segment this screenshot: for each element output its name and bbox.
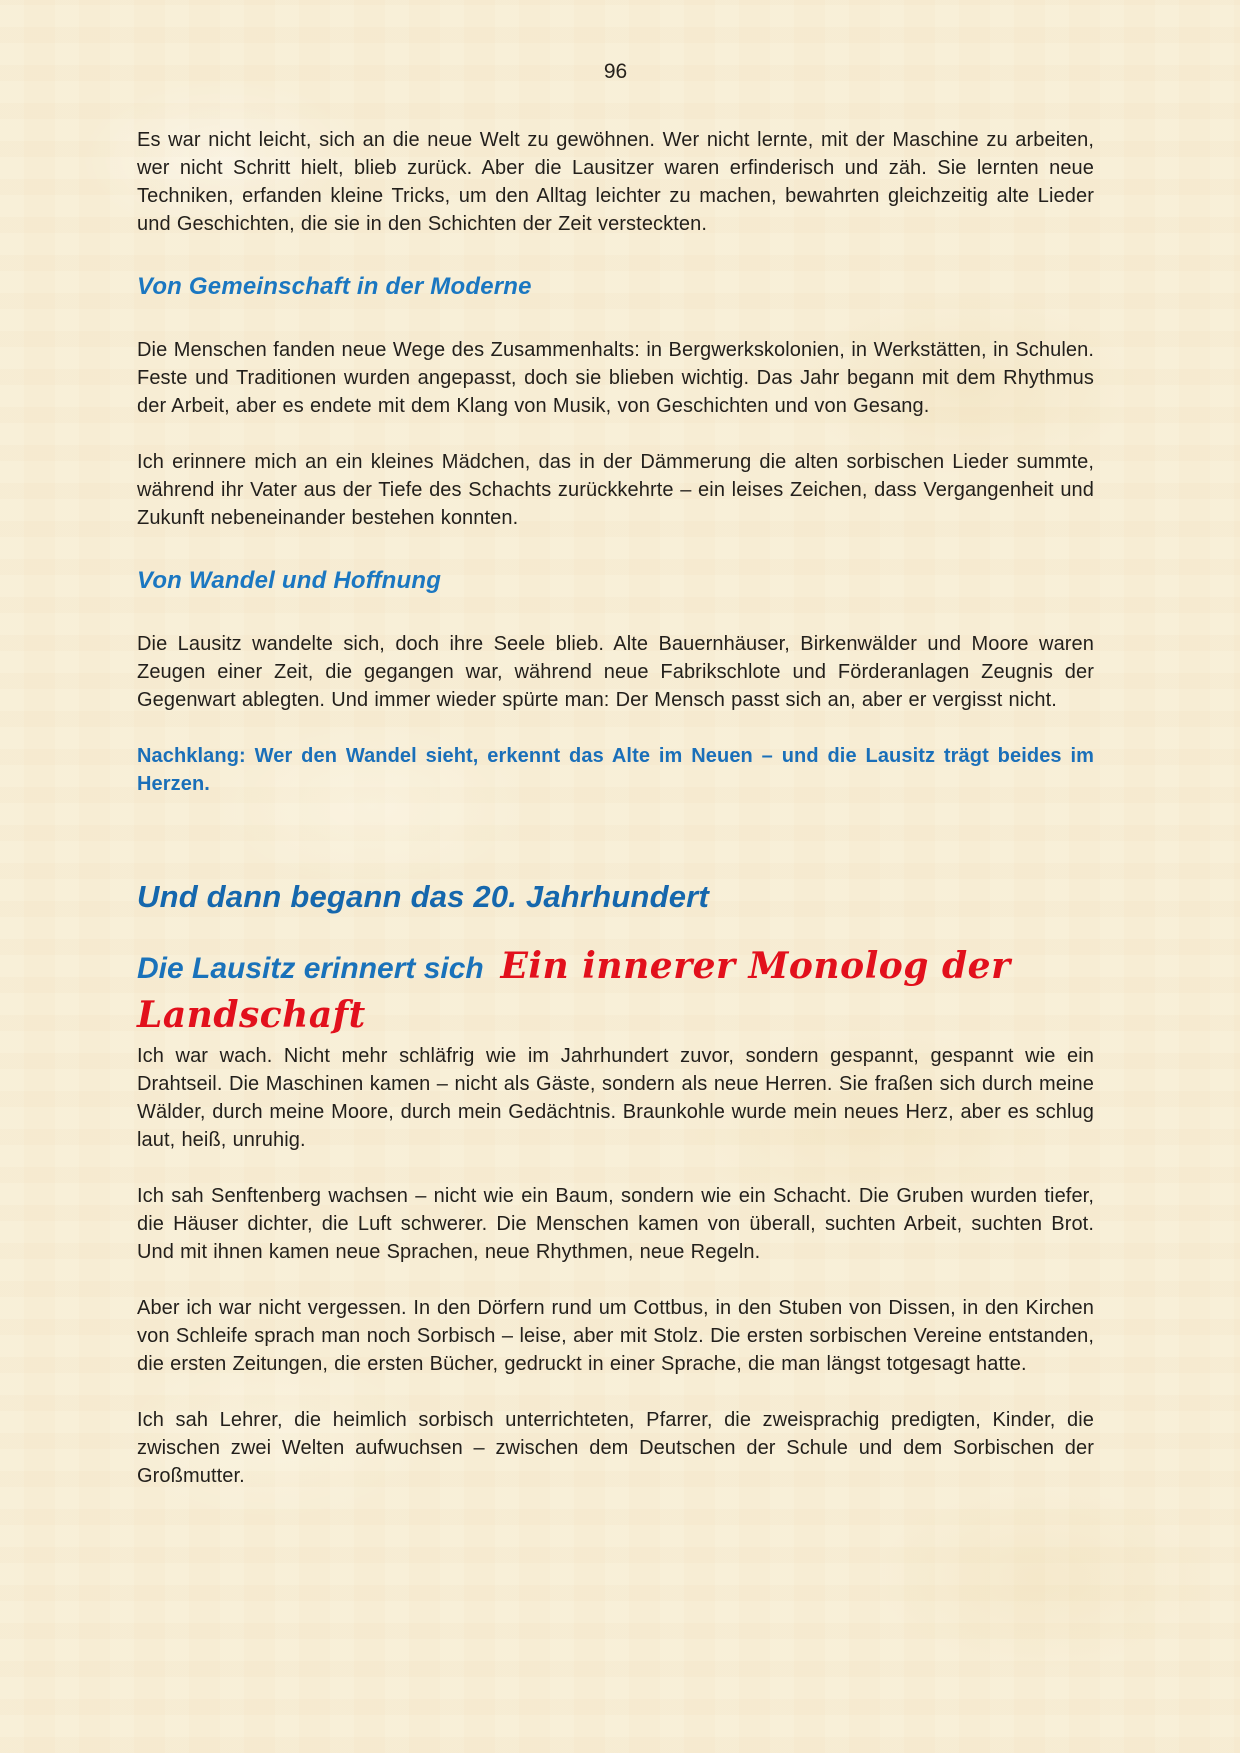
paragraph-senftenberg: Ich sah Senftenberg wachsen – nicht wie ein Baum, sondern wie ein Schacht. Die Gruben wurden tiefer, die Häuser dichter, die Luft schwerer. Die Menschen kamen von überall, suchten Arbeit, suchten Brot. Und mit ihnen kamen neue Sprachen, neue Rhythmen, neue Regeln.	[137, 1185, 1094, 1263]
paragraph-lausitz-wandelte: Die Lausitz wandelte sich, doch ihre Seele blieb. Alte Bauernhäuser, Birkenwälder und Moore waren Zeugen einer Zeit, die gegangen war, während neue Fabrikschlote und Förderanlagen Zeugnis der Gegenwart ablegten. Und immer wieder spürte man: Der Mensch passt sich an, aber er vergisst nicht.	[137, 633, 1094, 711]
section-heading-wandel-hoffnung: Von Wandel und Hoffnung	[137, 567, 442, 594]
paragraph-lehrer-pfarrer: Ich sah Lehrer, die heimlich sorbisch unterrichteten, Pfarrer, die zweisprachig predigten, Kinder, die zwischen zwei Welten aufwuchsen – zwischen dem Deutschen der Schule und dem Sorbischen der Großmutter.	[137, 1409, 1094, 1487]
paragraph-ich-war-wach: Ich war wach. Nicht mehr schläfrig wie im Jahrhundert zuvor, sondern gespannt, gespannt wie ein Drahtseil. Die Maschinen kamen – nicht als Gäste, sondern als neue Herren. Sie fraßen sich durch meine Wälder, durch meine Moore, durch mein Gedächtnis. Braunkohle wurde mein neues Herz, aber es schlug laut, heiß, unruhig.	[137, 1045, 1094, 1151]
paragraph-adapting-to-new-world: Es war nicht leicht, sich an die neue Welt zu gewöhnen. Wer nicht lernte, mit der Maschine zu arbeiten, wer nicht Schritt hielt, blieb zurück. Aber die Lausitzer waren erfinderisch und zäh. Sie lernten neue Techniken, erfanden kleine Tricks, um den Alltag leichter zu machen, bewahrten gleichzeitig alte Lieder und Geschichten, die sie in den Schichten der Zeit versteckten.	[137, 129, 1094, 235]
subheading-monolog	[137, 944, 1094, 1042]
nachklang-note: Nachklang: Wer den Wandel sieht, erkennt das Alte im Neuen – und die Lausitz trägt beides im Herzen.	[137, 745, 1094, 795]
paragraph-maedchen-lieder: Ich erinnere mich an ein kleines Mädchen, das in der Dämmerung die alten sorbischen Lieder summte, während ihr Vater aus der Tiefe des Schachts zurückkehrte – ein leises Zeichen, dass Vergangenheit und Zukunft nebeneinander bestehen konnten.	[137, 451, 1094, 529]
paragraph-zusammenhalt: Die Menschen fanden neue Wege des Zusammenhalts: in Bergwerkskolonien, in Werkstätten, in Schulen. Feste und Traditionen wurden angepasst, doch sie blieben wichtig. Das Jahr begann mit dem Rhythmus der Arbeit, aber es endete mit dem Klang von Musik, von Geschichten und von Gesang.	[137, 339, 1094, 417]
paragraph-doerfer-cottbus: Aber ich war nicht vergessen. In den Dörfern rund um Cottbus, in den Stuben von Dissen, in den Kirchen von Schleife sprach man noch Sorbisch – leise, aber mit Stolz. Die ersten sorbischen Vereine entstanden, die ersten Zeitungen, die ersten Bücher, gedruckt in einer Sprache, die man längst totgesagt hatte.	[137, 1297, 1094, 1375]
subheading-blue-part: Die Lausitz erinnert sich	[137, 952, 484, 985]
subheading-red-script-part: Ein innerer Monolog der Landschaft	[137, 945, 1011, 1036]
page-number: 96	[603, 60, 628, 83]
chapter-heading-20-jahrhundert: Und dann begann das 20. Jahrhundert	[137, 879, 709, 914]
section-heading-gemeinschaft: Von Gemeinschaft in der Moderne	[137, 273, 532, 300]
